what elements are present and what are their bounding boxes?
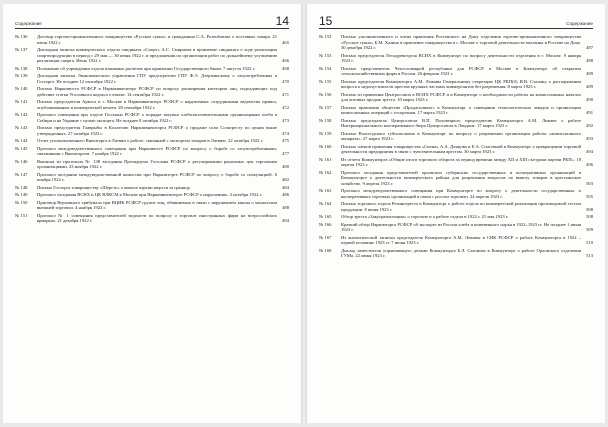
toc-entry-title: Письмо членов правления товарищества «Сигма» А.А. Донцова и Е.А. Спастиной в Коммунторг о прекращении торговой деятельности предприятия в связи с чувствительным арестом. 30 марта 1923 г. [341, 143, 581, 154]
toc-entry-page: 491 [586, 110, 593, 115]
toc-entry [319, 105, 593, 116]
toc-entry-number: № 163 [319, 188, 332, 193]
toc-entry [15, 159, 289, 170]
toc-entry [319, 214, 593, 220]
toc-entry-page: 473 [282, 117, 289, 123]
toc-entry-number: № 143 [15, 125, 28, 130]
right-page-header [319, 10, 593, 29]
right-page [307, 4, 605, 423]
toc-entry-title: Доклад заместителя управляющего делами Коммунторга Б.Л. Сазонова в Коммунторг о работе Орловского отделения ГУМа. 22 июня 1923 г. [341, 247, 581, 258]
toc-entry-page: 489 [586, 84, 593, 89]
toc-entry-title: Докладная записка коммерческого отдела синдиката «Спорт» А.С. Смирнова в правление синдиката о ходе реализации спиртопродукции в период с 29 мая — 30 июня 1922 г. и предложения по организации работ по дальнейшему улучшению реализации спирта. Июль 1922 г. [37, 47, 277, 63]
toc-entry-title: Приговор Верховного трибунала при ВЦИК РСФСР группе лиц, обвиняемых в связи с нарушением закона о монополии внешней торговли. 4 ноября 1922 г. [37, 199, 277, 210]
toc-entry-number: № 140 [15, 86, 28, 91]
toc-entry-number: № 158 [319, 117, 332, 123]
toc-entry-title: Письмо Наркомюста РСФСР в Наркомвнешторг РСФСР по вопросу расширения категории лиц, подпадающих под действие статьи Уголовного кодекса о взятке. 14 сентября 1922 г. [37, 86, 277, 97]
toc-entry-number: № 151 [15, 212, 28, 218]
toc-entry-page: 487 [586, 45, 593, 50]
toc-entry-number: № 164 [319, 201, 332, 206]
toc-entry-number: № 137 [15, 47, 28, 52]
toc-entry [15, 213, 289, 224]
toc-entry-title: Письмо председателя Аркоса в г. Москве в Наркомвнешторг РСФСР о нарушениях сотрудниками ведомства правил, опубликованных в коммерческой печати. 28 сентября 1922 г. [37, 99, 277, 110]
toc-entry-title: Письмо председателя Лесодревотдела ВСНХ в Коммунторг по вопросу деятельности отделения в г. Москве. 9 января 1923 г. [341, 52, 581, 63]
toc-entry-page: 510 [586, 240, 593, 245]
toc-entry-number: № 138 [15, 65, 28, 71]
toc-entry [15, 34, 289, 45]
toc-entry [15, 86, 289, 97]
toc-entry-number: № 157 [319, 104, 332, 110]
toc-entry-page: 471 [282, 91, 289, 97]
toc-entry-page: 475 [282, 138, 289, 143]
toc-entry-title: Выписка из протокола № 138 заседания Президиума Госплана РСФСР о регулировании рыночных цен торговыми организациями. 23 ноября 1922 г. [37, 158, 277, 169]
toc-entry-page: 492 [586, 123, 593, 128]
left-page [3, 4, 301, 423]
toc-entry-page: 465 [282, 39, 289, 45]
toc-entry-number: № 136 [15, 34, 28, 39]
toc-entry-page: 480 [282, 164, 289, 169]
toc-entry [319, 170, 593, 187]
toc-entry-number: № 144 [15, 138, 28, 143]
toc-entry-page: 477 [282, 151, 289, 156]
toc-entry-page: 488 [586, 58, 593, 63]
toc-entry [319, 92, 593, 103]
toc-entry [319, 201, 593, 212]
toc-entry [319, 131, 593, 142]
toc-entry [15, 125, 289, 136]
toc-entry [319, 157, 593, 168]
toc-entry-title: Протокол заседания междуведомственной комиссии при Наркомторге РСФСР по вопросу о борьбе со спекуляцией. 6 ноября 1922 г. [37, 171, 277, 182]
toc-entry [319, 235, 593, 246]
toc-entry [15, 99, 289, 110]
toc-entry-page: 470 [282, 78, 289, 84]
toc-entry [319, 34, 593, 51]
toc-entry [319, 222, 593, 233]
toc-entry [15, 192, 289, 198]
toc-entry-title: Договор торгово-промышленного товарищества «Русское сукно» и гражданина С.А. Розенблюма о поставках товара. 21 июля 1922 г. [37, 34, 277, 45]
toc-entry-page: 508 [586, 214, 593, 219]
toc-entry-title: Положение об учреждении отдела взаимных расчетов при правлении Государственного банка. 7 августа 1922 г. [37, 65, 256, 71]
toc-entry-number: № 141 [15, 99, 28, 104]
toc-entry [15, 146, 289, 157]
toc-entry-number: № 165 [319, 214, 332, 219]
toc-entry-page: 494 [282, 218, 289, 223]
toc-entry-page: 472 [282, 104, 289, 110]
toc-entry-title: Письмо правления общества «Продасиликат» в Коммунторг о совещании технологических заводов и организации комиссионных операций с госорганов. 17 марта 1923 г. [341, 104, 581, 115]
toc-entry-page: 486 [282, 192, 289, 197]
toc-entry-page: 489 [586, 71, 593, 76]
toc-entry-title: Письмо торгового отдела Резинотреста в Коммунторг о работе отдела по коммерческой реализации производимой тестом продукции. 8 июня 1923 г. [341, 201, 581, 212]
toc-entry-page: 474 [282, 130, 289, 136]
toc-entry-page: 513 [586, 253, 593, 258]
toc-entry [319, 144, 593, 155]
toc-entry-page: 493 [586, 136, 593, 141]
toc-entry-title: Письмо Вологодского губисполкома в Коммунторг по вопросу о разрешении организации работы «комиссионного аппарата». 27 марта 1923 г. [341, 130, 581, 141]
toc-entry-title: Из аналитической записки председателя Коммунторга А.М. Лежавы в СНК РСФСР о работе Коммунторга в 1922 – первой половине 1923 гг. 7 июня 1923 г. [341, 234, 581, 245]
toc-entry-page: 509 [586, 227, 593, 232]
toc-entry-number: № 152 [319, 34, 332, 39]
toc-entry-title: Письмо представителя Чехословацкой республики для РСФСР в Москве в Коммунторг об открытии сельскохозяйственных фирм в России. 26 февраля 1923 г. [341, 65, 581, 76]
left-page-number: 14 [275, 14, 289, 28]
toc-entry-number: № 145 [15, 145, 28, 151]
toc-entry-page: 466 [282, 58, 289, 63]
toc-entry-page: 484 [282, 184, 289, 190]
toc-entry [319, 188, 593, 199]
toc-entry [15, 200, 289, 211]
toc-entry-number: № 159 [319, 130, 332, 136]
toc-entry [319, 248, 593, 259]
toc-entry-title: Обзор треста «Закупреализации» о торговле и о работе отдела в 1922 г. 21 мая 1923 г. [341, 214, 509, 219]
toc-entry-title: Письмо уполномоченного и члена правления Ростовского на Дону отделения торгово-промышленного товарищества «Русское сукно» Б.М. Хазина в правление товарищества в г. Москве о торговой деятельности магазина в Ростове на Дону. 30 декабря 1922 г. [341, 34, 581, 50]
toc-entry-title: Письмо председателя Главрыбы в Коллегию Наркомвнешторга РСФСР о продаже соли Сольтресту по ценам выше утвержденных. 27 октября 1922 г. [37, 125, 277, 136]
toc-entry-title: Письмо председателя Коммунторга А.М. Лежавы Генеральному секретарю ЦК РКП(б) И.В. Сталину о распоряжении вопроса о недопустимости арестов крупных частных коммерсантов без разрешения. 8 марта 1923 г. [341, 78, 581, 89]
toc-entry [15, 66, 289, 72]
toc-entry-number: № 168 [319, 247, 332, 253]
toc-entry-page: 496 [586, 162, 593, 167]
toc-entry-number: № 156 [319, 91, 332, 97]
toc-entry-title: Протокол № 1 совещания представителей ведомств по вопросу о торговле иностранных фирм на всероссийских ярмарках. 21 декабря 1922 г. [37, 212, 277, 223]
toc-entry-title: Протокол междуведомственного совещания при Коммунторге по вопросу о деятельности государственных и кооперативных торговых организаций в связи с ростом торговли. 24 апреля 1923 г. [341, 188, 581, 199]
toc-entry-title: Докладная записка Экономического управления ГПУ председателю ГПУ Ф.Э. Дзержинскому о злоупотреблениях в Госторге. Не позднее 12 сентября 1922 г. [37, 73, 277, 84]
toc-entry-number: № 155 [319, 78, 332, 84]
toc-entry [319, 66, 593, 77]
toc-entry-number: № 146 [15, 158, 28, 164]
toc-entry-number: № 139 [15, 73, 28, 78]
right-toc-list [319, 34, 593, 261]
right-page-number: 15 [319, 14, 333, 28]
toc-entry [15, 185, 289, 191]
toc-entry-number: № 147 [15, 171, 28, 177]
toc-entry [15, 112, 289, 123]
right-running-head: Содержание [566, 21, 593, 26]
left-running-head: Содержание [15, 21, 42, 26]
toc-entry-number: № 154 [319, 65, 332, 71]
toc-entry-page: 482 [282, 177, 289, 182]
toc-entry-title: Письмо Госторга товариществу «Шерсть» о вывозе партии шерсти за границу. [37, 184, 191, 190]
toc-entry-page: 505 [586, 193, 593, 199]
toc-entry [15, 73, 289, 84]
toc-entry-number: № 150 [15, 199, 28, 205]
toc-entry-title: Протокол совещания при отделе Госплана РСФСР о порядке закупки хлебозаготовительными организациями хлеба в Сибири и на Украине с целью экспорта. Не позднее 8 октября 1922 г. [37, 112, 277, 123]
toc-entry-page: 503 [586, 180, 593, 186]
toc-entry-title: Протокол заседания ВСНХ и ЦК ВЛКСМ в Москве при Наркомвнешторге РСФСР о нарушениях. 4 октября 1922 г. [37, 192, 263, 197]
left-toc-list [15, 34, 289, 226]
toc-entry [319, 53, 593, 64]
toc-entry-page: 488 [282, 205, 289, 210]
toc-entry [15, 138, 289, 144]
toc-entry-title: Из отчета Коммунторга «Общие итоги торгового оборота за период времени между XII и XIII съездами партии РКП». 18 апреля 1923 г. [341, 156, 581, 167]
toc-entry-number: № 148 [15, 184, 28, 190]
toc-entry-title: Протокол заседания представителей орловских губернских государственных и кооперативных организаций в Коммунторге о деятельности коммерческого района для разрешения вопросов по вывозу товаров в крестьянское хозяйство. 9 апреля 1923 г. [341, 169, 581, 186]
toc-entry [319, 118, 593, 129]
toc-entry-title: Протокол междуведомственного совещания при Наркомюсте РСФСР по вопросу о борьбе со злоупотреблениями, связанными с Внешторгом. 7 ноября 1922 г. [37, 145, 277, 156]
toc-entry-number: № 160 [319, 143, 332, 149]
toc-entry-title: Краткий обзор Наркомторга РСФСР об экспорте из России хлеба и кожевенного сырья в 1922–1923 гг. Не позднее 1 июня 1923 г. [341, 221, 581, 232]
toc-entry-number: № 167 [319, 234, 332, 240]
toc-entry-title: Отчет уполномоченного Внешторга в Латвии о работе, связанной с экспортом товаров в Латвию. 22 октября 1922 г. [37, 138, 264, 143]
toc-entry-number: № 162 [319, 169, 332, 175]
toc-entry-page: 468 [282, 65, 289, 71]
toc-entry-number: № 142 [15, 112, 28, 117]
toc-entry [15, 47, 289, 64]
toc-entry-title: Письмо из правления Центросоюза в ВСНХ РСФСР и в Коммунторг о необходимости работы на комиссионных началах для оптовых продаж треста. 10 марта 1923 г. [341, 91, 581, 102]
toc-entry-title: Письмо председателя Центросоюза В.П. Половецкого председателю Коммунторга А.М. Лежаве о работе Интернационального кооперативного бюро Центросоюза в Лондоне. 17 марта 1923 г. [341, 117, 581, 128]
toc-entry-number: № 149 [15, 192, 28, 197]
toc-entry-page: 490 [586, 97, 593, 102]
toc-entry-number: № 161 [319, 156, 332, 162]
toc-entry-page: 494 [586, 149, 593, 154]
toc-entry-page: 508 [586, 206, 593, 212]
left-page-header [15, 10, 289, 29]
toc-entry [15, 172, 289, 183]
toc-entry-number: № 153 [319, 52, 332, 58]
toc-entry [319, 79, 593, 90]
toc-entry-number: № 166 [319, 221, 332, 227]
